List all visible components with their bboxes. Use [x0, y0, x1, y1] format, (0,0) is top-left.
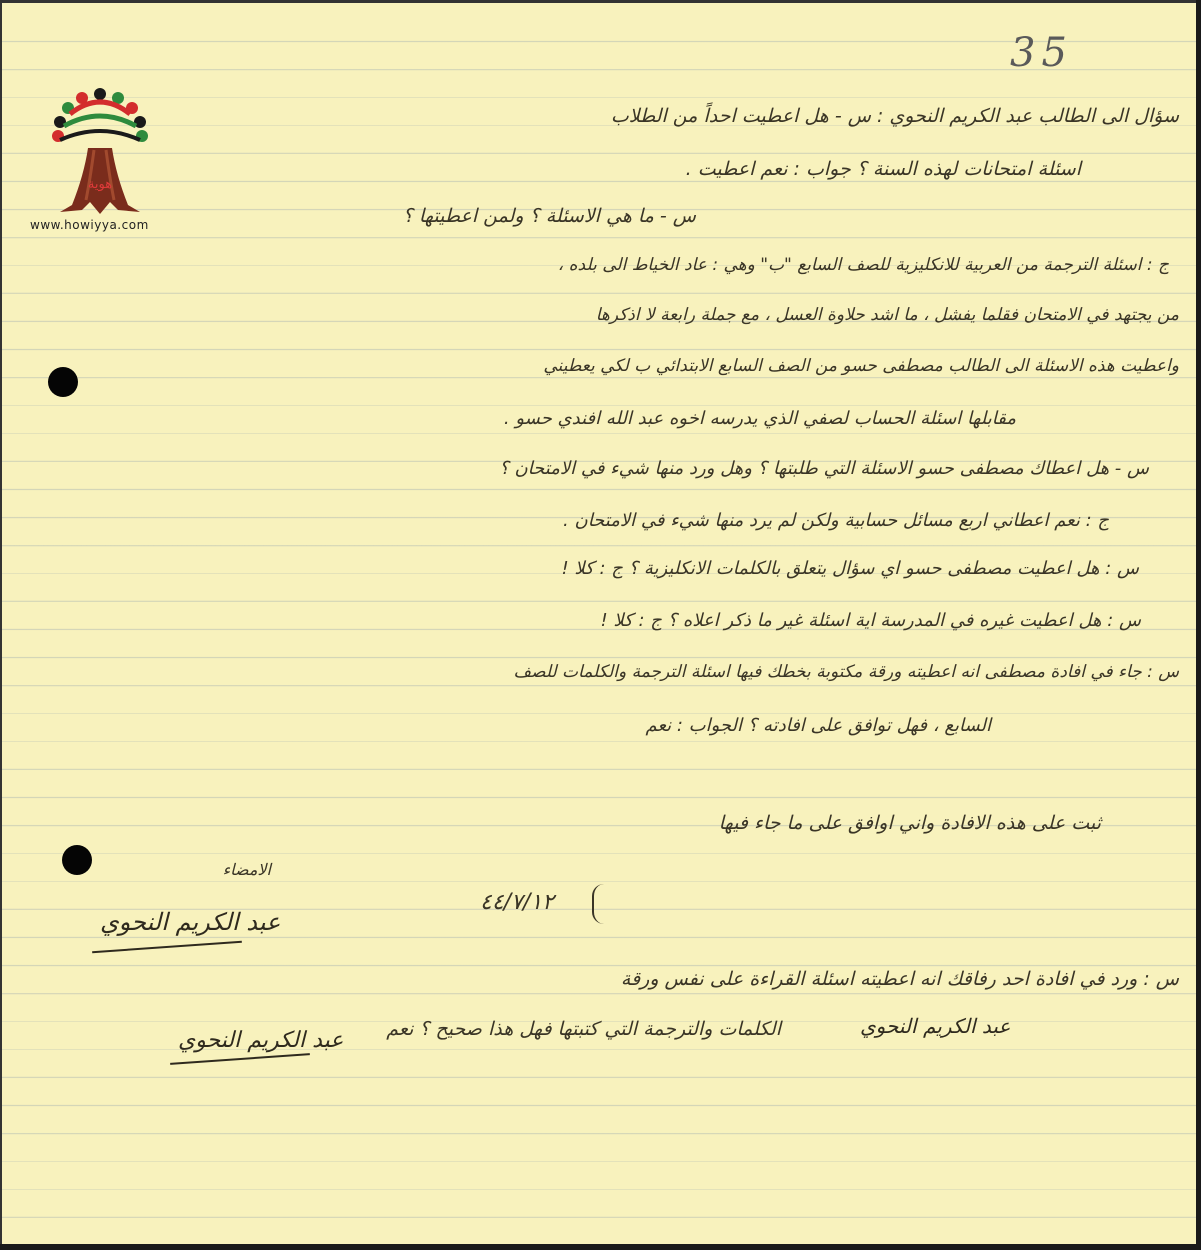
text-line: واعطيت هذه الاسئلة الى الطالب مصطفى حسو من الصف السابع الابتدائي ب لكي يعطيني: [543, 356, 1179, 376]
statement-line: ثبت على هذه الافادة واني اوافق على ما جاء فيها: [718, 812, 1101, 834]
watermark-caption: www.howiyya.com: [30, 218, 149, 232]
text-line: السابع ، فهل توافق على افادته ؟ الجواب : نعم: [645, 715, 991, 736]
text-line: مقابلها اسئلة الحساب لصفي الذي يدرسه اخوه عبد الله افندي حسو .: [503, 408, 1016, 429]
date-bracket: [592, 884, 604, 924]
punch-hole-top: [48, 367, 78, 397]
text-line: س : هل اعطيت غيره في المدرسة اية اسئلة غير ما ذكر اعلاه ؟ ج : كلا !: [600, 610, 1141, 631]
page-number: 35: [1010, 30, 1073, 76]
page-border-bottom: [0, 1244, 1201, 1250]
addendum-line: س : ورد في افادة احد رفاقك انه اعطيته اسئلة القراءة على نفس ورقة: [620, 968, 1179, 990]
text-line: س - هل اعطاك مصطفى حسو الاسئلة التي طلبتها ؟ وهل ورد منها شيء في الامتحان ؟: [499, 458, 1149, 479]
text-line: س : جاء في افادة مصطفى انه اعطيته ورقة مكتوبة بخطك فيها اسئلة الترجمة والكلمات للصف: [513, 662, 1179, 682]
statement-signature: عبد الكريم النحوي: [100, 908, 281, 936]
text-line: ج : نعم اعطاني اربع مسائل حسابية ولكن لم يرد منها شيء في الامتحان .: [563, 510, 1109, 531]
text-line: ج : اسئلة الترجمة من العربية للانكليزية للصف السابع "ب" وهي : عاد الخياط الى بلده ،: [557, 255, 1169, 275]
page-border-left: [0, 0, 2, 1250]
addendum-line: الكلمات والترجمة التي كتبتها فهل هذا صحيح ؟ نعم: [386, 1018, 781, 1040]
page-border-top: [0, 0, 1201, 3]
addendum-signature: عبد الكريم النحوي: [860, 1014, 1011, 1038]
text-line: س : هل اعطيت مصطفى حسو اي سؤال يتعلق بالكلمات الانكليزية ؟ ج : كلا !: [561, 558, 1139, 579]
signature-label: الامضاء: [222, 860, 271, 879]
page-border-right: [1196, 0, 1201, 1250]
howiyya-logo-icon: [30, 80, 170, 240]
addendum-signature-mark: عبد الكريم النحوي: [178, 1028, 344, 1053]
text-line: من يجتهد في الامتحان فقلما يفشل ، ما اشد حلاوة العسل ، مع جملة رابعة لا اذكرها: [595, 305, 1179, 325]
text-line: اسئلة امتحانات لهذه السنة ؟ جواب : نعم اعطيت .: [685, 158, 1081, 180]
statement-date: ٤٤/٧/١٢: [480, 890, 554, 915]
text-line: سؤال الى الطالب عبد الكريم النحوي : س - هل اعطيت احداً من الطلاب: [610, 105, 1179, 127]
punch-hole-bottom: [62, 845, 92, 875]
logo-text: هوية: [87, 177, 113, 192]
text-line: س - ما هي الاسئلة ؟ ولمن اعطيتها ؟: [402, 205, 696, 227]
